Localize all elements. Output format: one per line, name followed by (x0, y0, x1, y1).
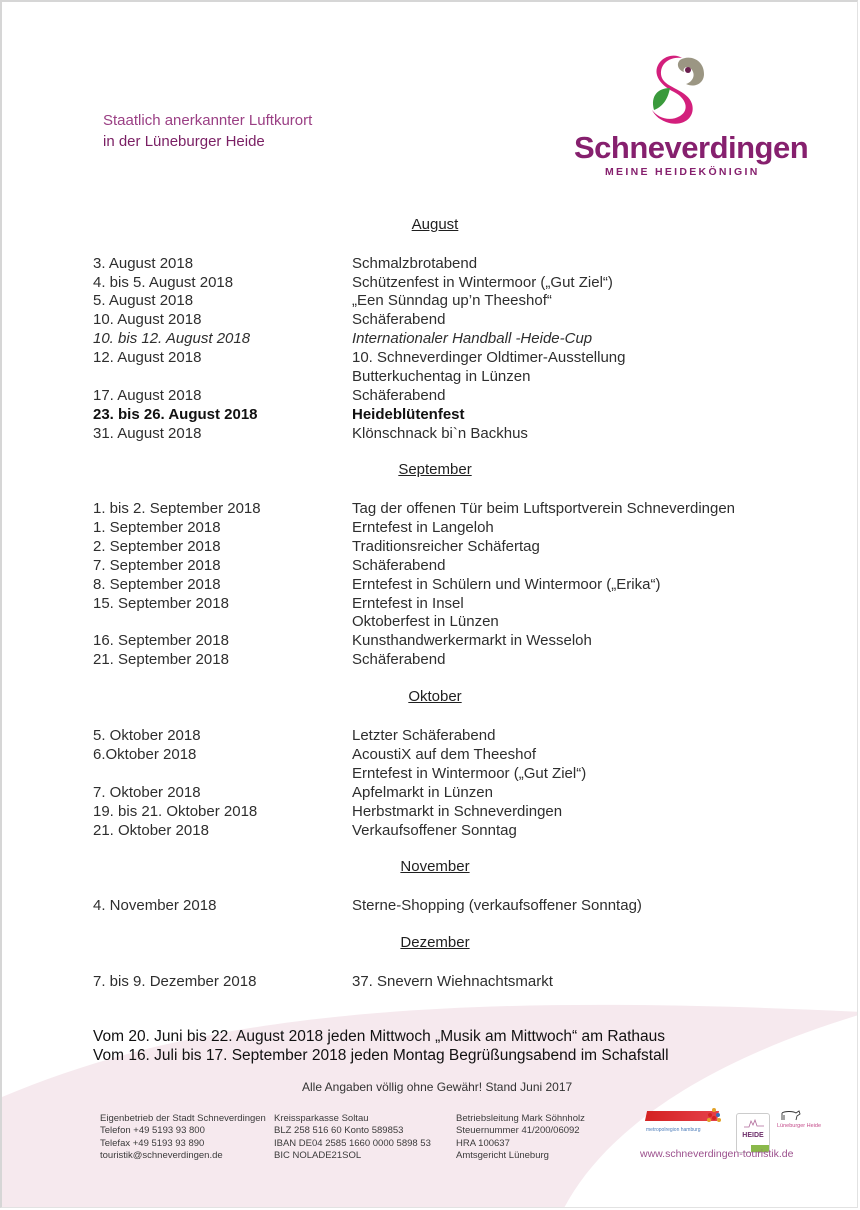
event-name: 37. Snevern Wiehnachtsmarkt (352, 973, 553, 990)
footer-line: Kreissparkasse Soltau (274, 1113, 369, 1124)
event-row (93, 575, 793, 594)
event-name: Erntefest in Schülern und Wintermoor („Erika“) (352, 576, 661, 593)
event-row (93, 650, 793, 669)
event-date: 7. Oktober 2018 (93, 784, 201, 801)
event-name: Schäferabend (352, 651, 446, 668)
event-row (93, 896, 793, 915)
footer-line: Amtsgericht Lüneburg (456, 1149, 549, 1161)
event-row (93, 348, 793, 367)
event-row (93, 291, 793, 310)
event-row (93, 367, 793, 386)
event-name: Traditionsreicher Schäfertag (352, 538, 540, 555)
event-row (93, 821, 793, 840)
website-link[interactable]: www.schneverdingen-touristik.de (640, 1148, 794, 1160)
event-name: Sterne-Shopping (verkaufsoffener Sonntag) (352, 897, 642, 914)
event-date: 23. bis 26. August 2018 (93, 406, 258, 423)
event-row (93, 972, 793, 991)
event-date: 31. August 2018 (93, 425, 202, 442)
event-row (93, 254, 793, 273)
event-name: Erntefest in Langeloh (352, 519, 494, 536)
event-name: Tag der offenen Tür beim Luftsportverein Schneverdingen (352, 500, 736, 517)
event-row (93, 424, 793, 443)
event-row (93, 556, 793, 575)
event-name: Schützenfest in Wintermoor („Gut Ziel“) (352, 274, 613, 291)
event-row (93, 745, 793, 764)
logo-name: Schneverdingen (574, 130, 809, 165)
event-name: „Een Sünndag up’n Theeshof“ (352, 292, 552, 309)
event-row (93, 594, 793, 613)
footer-line: BLZ 258 516 60 Konto 589853 (274, 1125, 404, 1137)
footer-contact-column (100, 1113, 266, 1162)
month-heading-august: August (411, 216, 459, 233)
recurring-event-line: Vom 20. Juni bis 22. August 2018 jeden Mittwoch „Musik am Mittwoch“ am Rathaus (93, 1028, 666, 1045)
recurring-event-line: Vom 16. Juli bis 17. September 2018 jeden Montag Begrüßungsabend im Schafstall (93, 1047, 669, 1064)
event-date: 15. September 2018 (93, 595, 229, 612)
month-heading-oktober: Oktober (408, 688, 462, 705)
logo-subtitle: MEINE HEIDEKÖNIGIN (605, 166, 760, 178)
footer-bank-column (274, 1113, 431, 1162)
event-date: 5. Oktober 2018 (93, 727, 201, 744)
footer-line: Telefon +49 5193 93 800 (100, 1125, 205, 1137)
event-date: 8. September 2018 (93, 576, 221, 593)
event-date: 10. bis 12. August 2018 (93, 330, 251, 347)
event-name: Butterkuchentag in Lünzen (352, 368, 531, 385)
recurring-events (93, 1027, 669, 1065)
event-name: Kunsthandwerkermarkt in Wesseloh (352, 632, 592, 649)
tagline-line-1: Staatlich anerkannter Luftkurort (103, 112, 313, 129)
event-row (93, 273, 793, 292)
event-name: Schäferabend (352, 311, 446, 328)
event-date: 5. August 2018 (93, 292, 194, 309)
footer-email[interactable]: touristik@schneverdingen.de (100, 1149, 223, 1161)
event-name: Erntefest in Insel (352, 595, 464, 612)
event-row (93, 499, 793, 518)
footer-line: Eigenbetrieb der Stadt Schneverdingen (100, 1113, 266, 1124)
event-name: Apfelmarkt in Lünzen (352, 784, 493, 801)
lueneburger-heide-logo (736, 1113, 770, 1153)
event-row (93, 764, 793, 783)
month-heading-november: November (400, 858, 470, 875)
event-date: 1. bis 2. September 2018 (93, 500, 261, 517)
metropolregion-label: metropolregion hamburg (646, 1127, 701, 1133)
event-date: 1. September 2018 (93, 519, 221, 536)
event-row (93, 537, 793, 556)
event-name: Oktoberfest in Lünzen (352, 613, 499, 630)
footer-line: Betriebsleitung Mark Söhnholz (456, 1113, 585, 1124)
month-heading-dezember: Dezember (400, 934, 470, 951)
metropolregion-people-icon (706, 1107, 722, 1123)
heide-logo-text: HEIDE (742, 1132, 764, 1139)
event-name: Schäferabend (352, 387, 446, 404)
event-date: 3. August 2018 (93, 255, 194, 272)
event-row (93, 310, 793, 329)
event-row (93, 726, 793, 745)
event-name: Verkaufsoffener Sonntag (352, 822, 517, 839)
event-date: 21. September 2018 (93, 651, 229, 668)
event-row (93, 631, 793, 650)
event-name: Heideblütenfest (352, 406, 465, 423)
tagline-line-2: in der Lüneburger Heide (103, 133, 265, 150)
event-date: 10. August 2018 (93, 311, 202, 328)
event-row (93, 329, 793, 348)
event-name: Erntefest in Wintermoor („Gut Ziel“) (352, 765, 587, 782)
schneverdingen-s-logo-icon (646, 52, 716, 130)
event-date: 17. August 2018 (93, 387, 202, 404)
footer-line: Steuernummer 41/200/06092 (456, 1125, 580, 1137)
event-date: 7. bis 9. Dezember 2018 (93, 973, 257, 990)
footer-line: Telefax +49 5193 93 890 (100, 1137, 205, 1149)
event-name: Letzter Schäferabend (352, 727, 496, 744)
event-name: Klönschnack bi`n Backhus (352, 425, 528, 442)
event-name: Internationaler Handball -Heide-Cup (352, 330, 593, 347)
event-name: Schmalzbrotabend (352, 255, 478, 272)
event-date: 4. bis 5. August 2018 (93, 274, 234, 291)
event-row (93, 518, 793, 537)
event-date: 12. August 2018 (93, 349, 202, 366)
sheep-icon (779, 1109, 801, 1123)
event-row (93, 802, 793, 821)
naturpark-label: Lüneburger Heide (777, 1123, 822, 1129)
event-row (93, 386, 793, 405)
event-name: Herbstmarkt in Schneverdingen (352, 803, 563, 820)
tagline (103, 110, 312, 152)
footer-line: BIC NOLADE21SOL (274, 1149, 362, 1161)
event-date: 7. September 2018 (93, 557, 221, 574)
heide-skyline-icon (744, 1118, 764, 1128)
month-heading-september: September (398, 461, 472, 478)
event-row (93, 612, 793, 631)
event-date: 16. September 2018 (93, 632, 229, 649)
event-date: 6.Oktober 2018 (93, 746, 197, 763)
event-date: 21. Oktober 2018 (93, 822, 209, 839)
disclaimer: Alle Angaben völlig ohne Gewähr! Stand Juni 2017 (302, 1080, 573, 1094)
event-name: 10. Schneverdinger Oldtimer-Ausstellung (352, 349, 626, 366)
event-row (93, 783, 793, 802)
event-name: Schäferabend (352, 557, 446, 574)
event-row-highlight (93, 405, 793, 424)
footer-line: IBAN DE04 2585 1660 0000 5898 53 (274, 1137, 431, 1149)
footer-legal-column (456, 1113, 585, 1162)
event-date: 2. September 2018 (93, 538, 221, 555)
event-date: 19. bis 21. Oktober 2018 (93, 803, 258, 820)
footer-line: HRA 100637 (456, 1137, 510, 1149)
event-name: AcoustiX auf dem Theeshof (352, 746, 536, 763)
event-date: 4. November 2018 (93, 897, 217, 914)
